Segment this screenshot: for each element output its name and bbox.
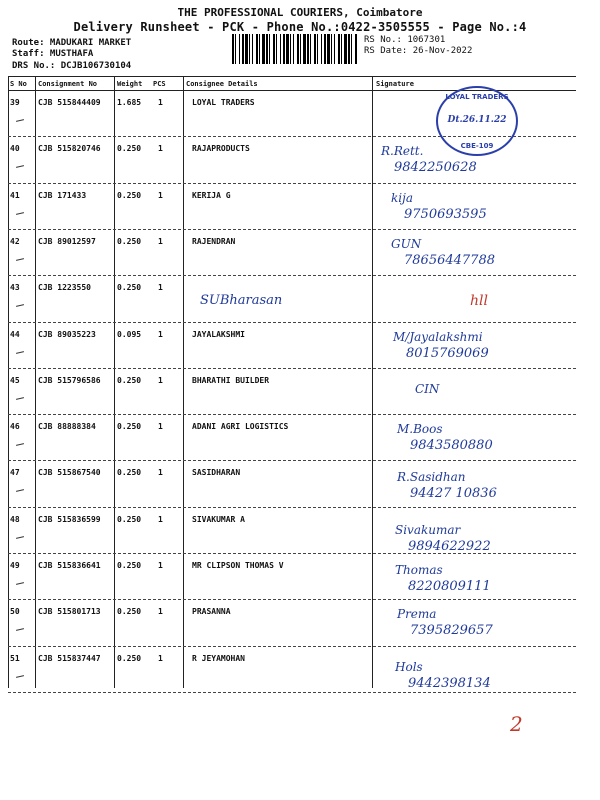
drs-number: DRS No.: DCJB106730104 bbox=[12, 61, 132, 71]
barcode-bar bbox=[338, 34, 340, 64]
row-weight: 1.685 bbox=[117, 98, 142, 107]
table-top-border bbox=[8, 76, 576, 77]
stamp-top-text: LOYAL TRADERS bbox=[445, 93, 509, 101]
barcode-bar bbox=[297, 34, 299, 64]
row-sno: 47 bbox=[10, 468, 20, 478]
row-separator bbox=[8, 460, 576, 461]
column-divider bbox=[35, 76, 36, 688]
row-pcs: 1 bbox=[158, 283, 163, 293]
barcode-bar bbox=[269, 34, 270, 64]
signature-phone: 9843580880 bbox=[410, 438, 493, 454]
signature-phone: 9842250628 bbox=[394, 160, 477, 176]
barcode-bar bbox=[290, 34, 291, 64]
barcode-bar bbox=[249, 34, 250, 64]
company-stamp bbox=[436, 86, 518, 156]
barcode-bar bbox=[293, 34, 294, 64]
row-pcs: 1 bbox=[158, 422, 163, 432]
row-consignee-name: ADANI AGRI LOGISTICS bbox=[192, 422, 289, 432]
barcode-bar bbox=[273, 34, 275, 64]
signature-text: Sivakumar bbox=[395, 522, 461, 537]
signature-phone: 9894622922 bbox=[408, 538, 491, 554]
row-separator bbox=[8, 368, 576, 369]
signature-text: SUBharasan bbox=[200, 293, 283, 309]
row-separator bbox=[8, 183, 576, 184]
row-pcs: 1 bbox=[158, 468, 163, 478]
row-consignment-no: CJB 88888384 bbox=[38, 422, 96, 432]
signature-phone: 7395829657 bbox=[410, 623, 493, 639]
row-sno: 48 bbox=[10, 514, 20, 524]
barcode-bar bbox=[344, 34, 347, 64]
barcode bbox=[232, 34, 358, 64]
row-consignment-no: CJB 515796586 bbox=[38, 375, 101, 385]
barcode-bar bbox=[355, 34, 357, 64]
barcode-bar bbox=[262, 34, 265, 64]
row-consignment-no: CJB 1223550 bbox=[38, 283, 91, 293]
barcode-bar bbox=[259, 34, 260, 64]
row-consignment-no: CJB 515867540 bbox=[38, 468, 101, 478]
signature-phone: 9442398134 bbox=[408, 675, 491, 691]
row-sno: 44 bbox=[10, 329, 20, 339]
company-title: THE PROFESSIONAL COURIERS, Coimbatore bbox=[177, 6, 423, 19]
row-consignment-no: CJB 515836641 bbox=[38, 561, 101, 570]
row-separator bbox=[8, 275, 576, 276]
barcode-bar bbox=[266, 34, 268, 64]
row-pcs: 1 bbox=[158, 375, 163, 385]
signature-text: Thomas bbox=[395, 563, 443, 577]
check-mark bbox=[16, 443, 24, 446]
row-weight: 0.250 bbox=[117, 468, 142, 478]
row-separator bbox=[8, 229, 576, 230]
handwritten-page-mark: 2 bbox=[510, 712, 523, 736]
col-pcs: PCS bbox=[153, 80, 166, 88]
row-weight: 0.095 bbox=[117, 329, 142, 339]
column-divider bbox=[183, 76, 184, 688]
signature-text: Hols bbox=[395, 659, 423, 674]
row-sno: 50 bbox=[10, 607, 20, 617]
row-sno: 42 bbox=[10, 236, 20, 246]
check-mark bbox=[16, 536, 24, 539]
row-sno: 46 bbox=[10, 422, 20, 432]
barcode-bar bbox=[331, 34, 332, 64]
signature-text: GUN bbox=[391, 236, 422, 251]
barcode-bar bbox=[286, 34, 289, 64]
signature-phone: 8015769069 bbox=[406, 345, 489, 361]
barcode-bar bbox=[256, 34, 258, 64]
row-consignee-name: PRASANNA bbox=[192, 607, 231, 617]
barcode-bar bbox=[321, 34, 322, 64]
column-divider bbox=[114, 76, 115, 688]
row-pcs: 1 bbox=[158, 144, 163, 154]
row-weight: 0.250 bbox=[117, 514, 142, 524]
column-divider bbox=[372, 76, 373, 688]
row-sno: 40 bbox=[10, 144, 20, 154]
row-consignee-name: JAYALAKSHMI bbox=[192, 329, 245, 339]
signature-secondary: hll bbox=[470, 293, 488, 310]
check-mark bbox=[16, 628, 24, 631]
row-consignee-name: RAJENDRAN bbox=[192, 236, 236, 246]
check-mark bbox=[16, 582, 24, 585]
row-pcs: 1 bbox=[158, 607, 163, 617]
row-consignee-name: SASIDHARAN bbox=[192, 468, 241, 478]
row-pcs: 1 bbox=[158, 561, 163, 570]
row-pcs: 1 bbox=[158, 653, 163, 663]
row-separator bbox=[8, 599, 576, 600]
barcode-bar bbox=[232, 34, 234, 64]
check-mark bbox=[16, 119, 24, 122]
check-mark bbox=[16, 675, 24, 678]
barcode-bar bbox=[235, 34, 236, 64]
row-consignment-no: CJB 515820746 bbox=[38, 144, 101, 154]
row-consignment-no: CJB 89012597 bbox=[38, 236, 96, 246]
row-consignee-name: MR CLIPSON THOMAS V bbox=[192, 561, 284, 570]
row-sno: 45 bbox=[10, 375, 20, 385]
barcode-bar bbox=[327, 34, 330, 64]
col-weight: Weight bbox=[117, 80, 143, 88]
barcode-bar bbox=[324, 34, 326, 64]
signature-text: M/Jayalakshmi bbox=[393, 329, 483, 344]
barcode-bar bbox=[300, 34, 301, 64]
barcode-bar bbox=[348, 34, 350, 64]
row-pcs: 1 bbox=[158, 190, 163, 200]
row-sno: 41 bbox=[10, 190, 20, 200]
route-label: Route: MADUKARI MARKET bbox=[12, 38, 132, 48]
check-mark bbox=[16, 490, 24, 493]
signature-phone: 78656447788 bbox=[404, 252, 495, 268]
table-left-border bbox=[8, 76, 9, 688]
row-weight: 0.250 bbox=[117, 283, 142, 293]
row-weight: 0.250 bbox=[117, 607, 142, 617]
barcode-bar bbox=[310, 34, 311, 64]
row-pcs: 1 bbox=[158, 514, 163, 524]
row-separator bbox=[8, 507, 576, 508]
row-weight: 0.250 bbox=[117, 236, 142, 246]
signature-text: R.Rett. bbox=[381, 144, 424, 159]
signature-text: CIN bbox=[415, 381, 440, 396]
barcode-bar bbox=[334, 34, 335, 64]
staff-label: Staff: MUSTHAFA bbox=[12, 49, 94, 59]
row-sno: 43 bbox=[10, 283, 20, 293]
barcode-bar bbox=[242, 34, 244, 64]
row-consignment-no: CJB 89035223 bbox=[38, 329, 96, 339]
signature-text: M.Boos bbox=[397, 422, 443, 437]
row-pcs: 1 bbox=[158, 329, 163, 339]
barcode-bar bbox=[280, 34, 281, 64]
signature-text: R.Sasidhan bbox=[397, 470, 466, 485]
col-sno: S No bbox=[10, 80, 27, 88]
check-mark bbox=[16, 397, 24, 400]
row-consignment-no: CJB 515801713 bbox=[38, 607, 101, 617]
stamp-date: Dt.26.11.22 bbox=[447, 115, 507, 125]
rs-date: RS Date: 26-Nov-2022 bbox=[364, 46, 473, 56]
barcode-bar bbox=[341, 34, 342, 64]
barcode-bar bbox=[307, 34, 309, 64]
row-pcs: 1 bbox=[158, 98, 163, 107]
row-consignee-name: LOYAL TRADERS bbox=[192, 98, 255, 107]
row-weight: 0.250 bbox=[117, 190, 142, 200]
row-sno: 51 bbox=[10, 653, 20, 663]
row-consignee-name: R JEYAMOHAN bbox=[192, 653, 245, 663]
row-consignee-name: KERIJA G bbox=[192, 190, 231, 200]
row-separator bbox=[8, 414, 576, 415]
row-separator bbox=[8, 322, 576, 323]
col-signature: Signature bbox=[376, 80, 414, 88]
barcode-bar bbox=[245, 34, 248, 64]
row-sno: 39 bbox=[10, 98, 20, 107]
row-weight: 0.250 bbox=[117, 375, 142, 385]
row-separator bbox=[8, 692, 576, 693]
row-consignment-no: CJB 515837447 bbox=[38, 653, 101, 663]
signature-text: kija bbox=[391, 190, 413, 205]
row-consignment-no: CJB 515836599 bbox=[38, 514, 101, 524]
row-consignee-name: BHARATHI BUILDER bbox=[192, 375, 270, 385]
row-pcs: 1 bbox=[158, 236, 163, 246]
row-weight: 0.250 bbox=[117, 561, 142, 570]
row-separator bbox=[8, 553, 576, 554]
row-consignment-no: CJB 171433 bbox=[38, 190, 87, 200]
barcode-bar bbox=[351, 34, 352, 64]
signature-text: Prema bbox=[397, 607, 437, 622]
row-consignee-name: RAJAPRODUCTS bbox=[192, 144, 250, 154]
row-consignee-name: SIVAKUMAR A bbox=[192, 514, 245, 524]
row-weight: 0.250 bbox=[117, 653, 142, 663]
barcode-bar bbox=[283, 34, 285, 64]
signature-phone: 9750693595 bbox=[404, 206, 487, 222]
signature-phone: 8220809111 bbox=[408, 579, 491, 594]
col-consignment: Consignment No bbox=[38, 80, 98, 88]
rs-number: RS No.: 1067301 bbox=[364, 35, 446, 45]
runsheet-title: Delivery Runsheet - PCK - Phone No.:0422-3505555 - Page No.:4 bbox=[73, 20, 527, 34]
signature-phone: 94427 10836 bbox=[410, 486, 497, 502]
check-mark bbox=[16, 304, 24, 307]
row-consignment-no: CJB 515844409 bbox=[38, 98, 101, 107]
barcode-bar bbox=[314, 34, 316, 64]
barcode-bar bbox=[317, 34, 318, 64]
barcode-bar bbox=[252, 34, 253, 64]
barcode-bar bbox=[303, 34, 306, 64]
check-mark bbox=[16, 351, 24, 354]
row-weight: 0.250 bbox=[117, 422, 142, 432]
row-sno: 49 bbox=[10, 561, 20, 570]
row-separator bbox=[8, 646, 576, 647]
barcode-bar bbox=[276, 34, 277, 64]
stamp-bottom-text: CBE-109 bbox=[460, 142, 494, 150]
check-mark bbox=[16, 165, 24, 168]
check-mark bbox=[16, 212, 24, 215]
barcode-bar bbox=[239, 34, 240, 64]
check-mark bbox=[16, 258, 24, 261]
col-consignee: Consignee Details bbox=[186, 80, 258, 88]
row-weight: 0.250 bbox=[117, 144, 142, 154]
